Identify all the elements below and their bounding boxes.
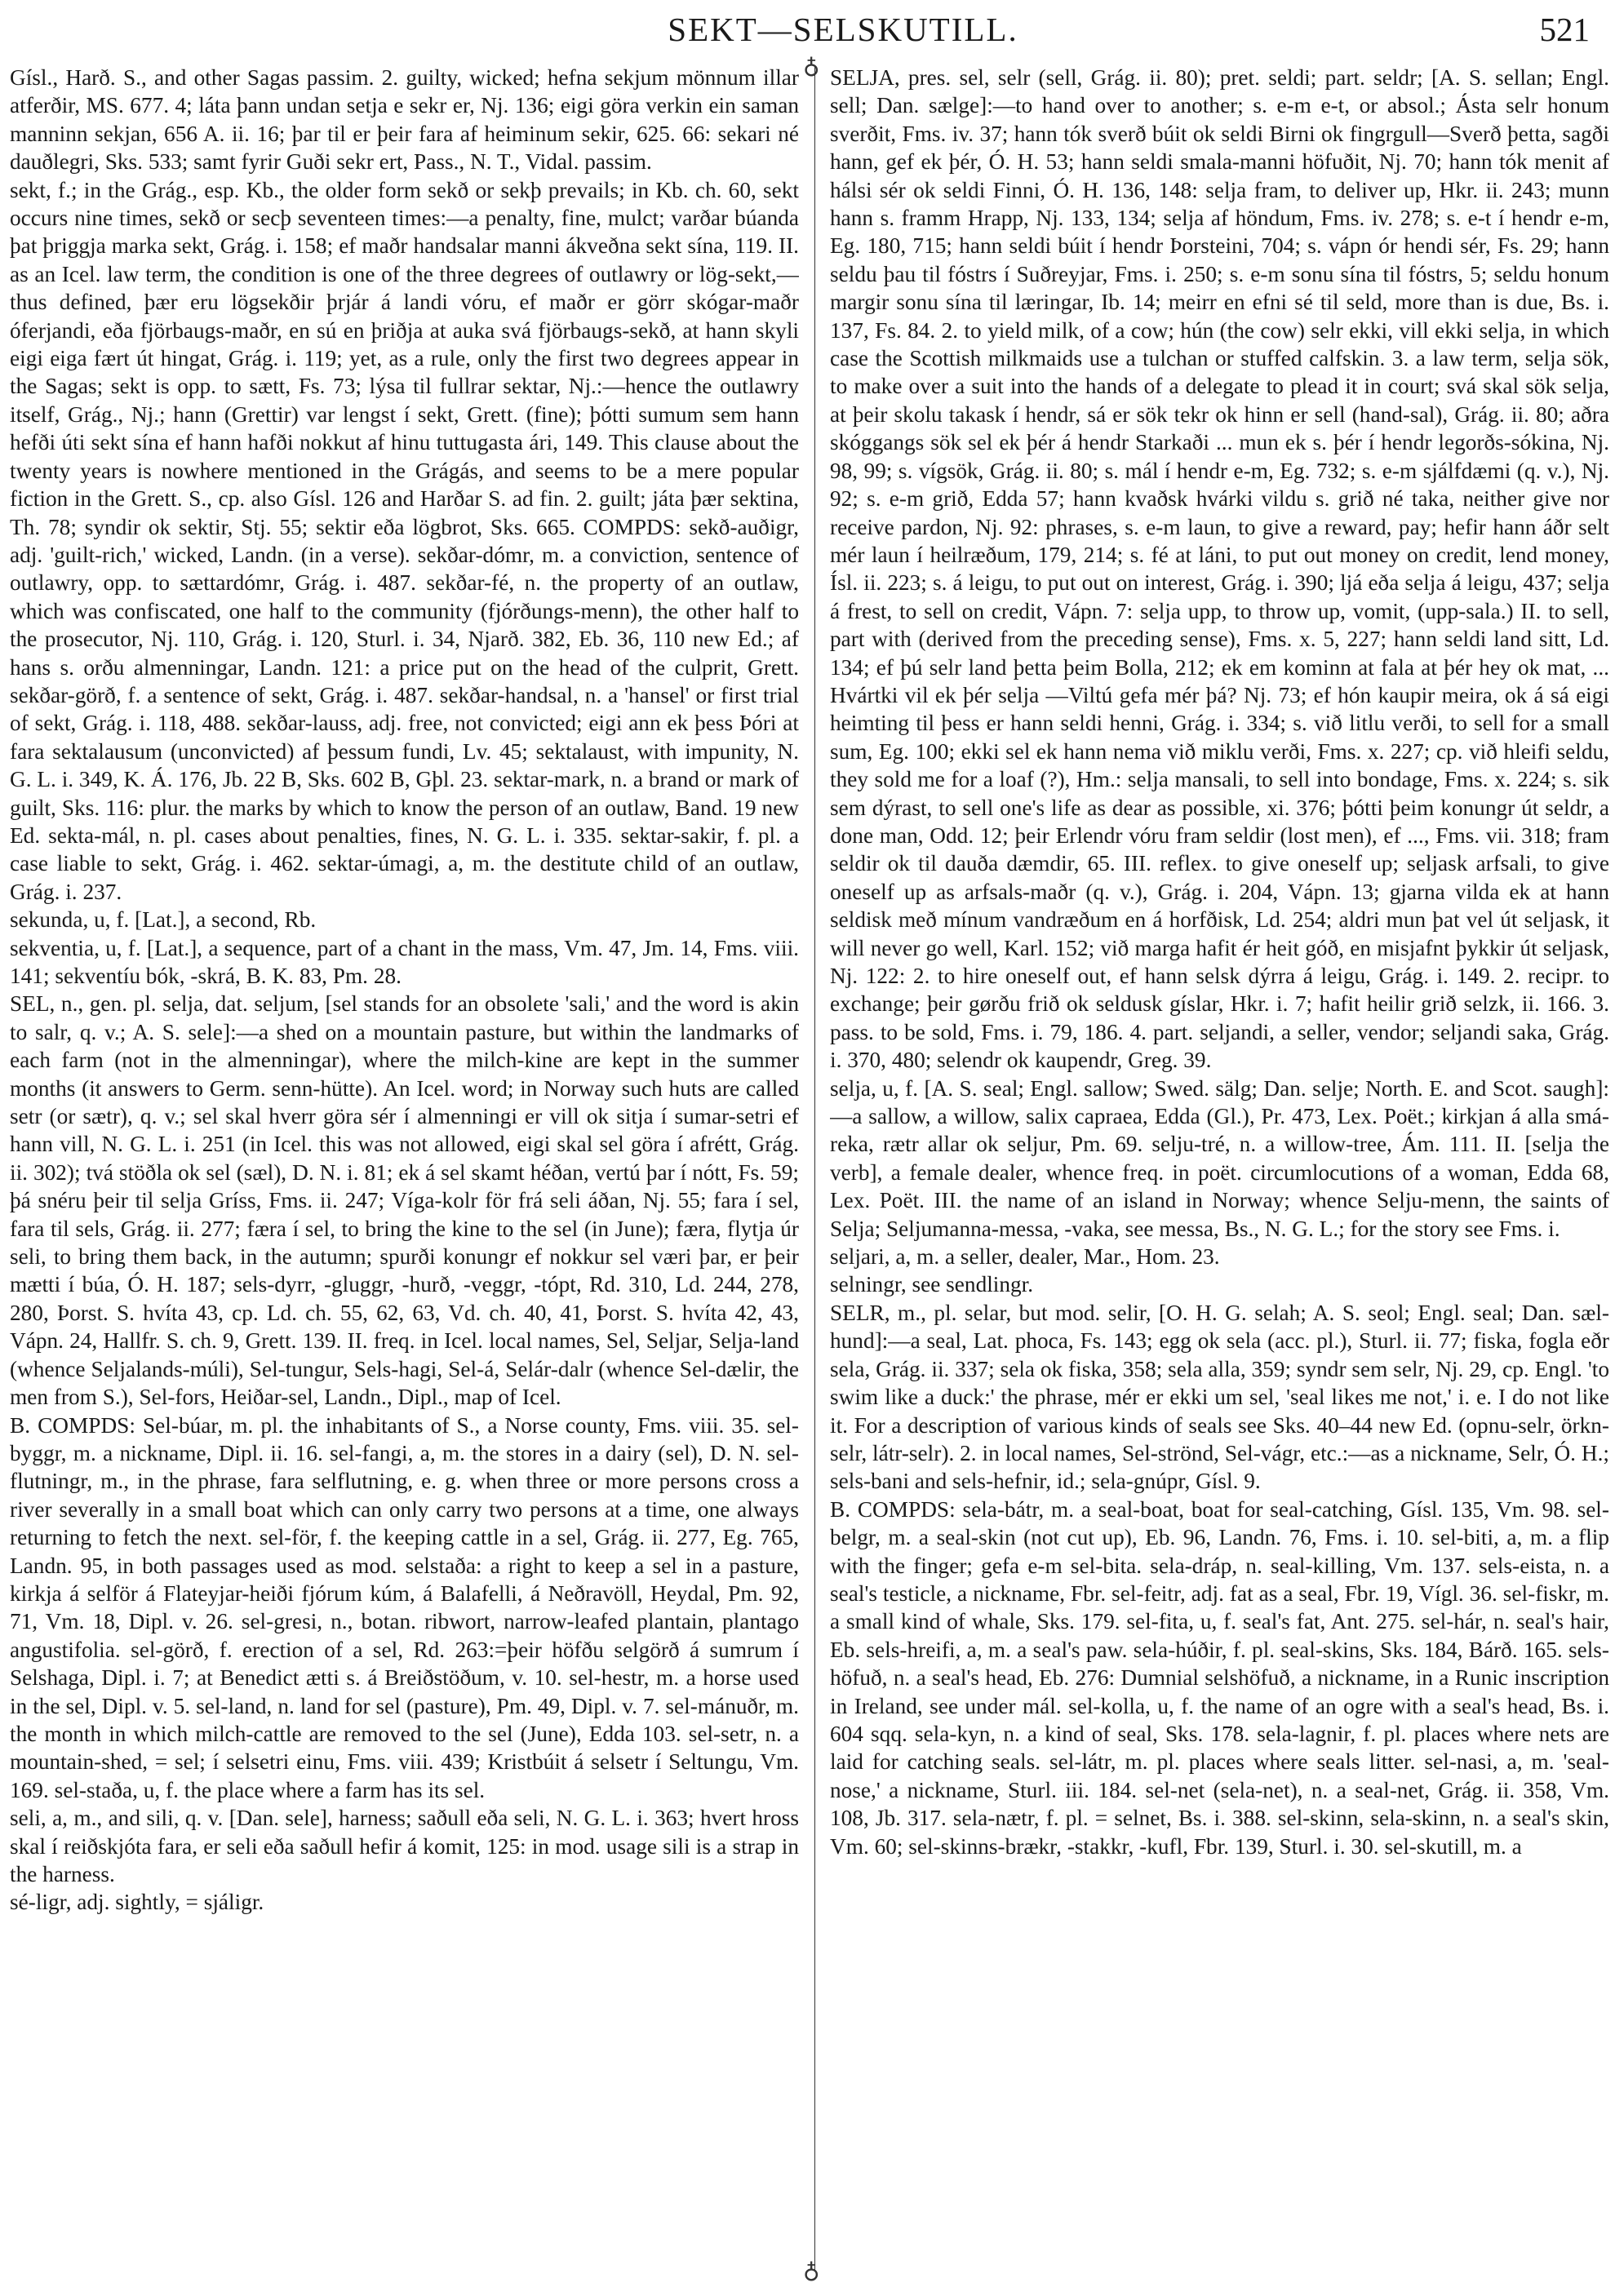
right-column <box>830 64 1609 2280</box>
dictionary-entry: sekunda, u, f. [Lat.], a second, Rb. <box>10 907 317 933</box>
column-divider <box>814 67 815 2270</box>
column-ornament-bottom: ♁ <box>803 2258 820 2284</box>
dictionary-entry: sekt, f.; in the Grág., esp. Kb., the older form sekð or sekþ prevails; in Kb. ch. 60, sekt occurs nine times, sekð or secþ seventeen times:—a penalty, fine, mulct; varðar búanda þat þriggja marka sekt, Grág. i. 158; ef maðr handsalar manni ákveðna sekt sína, 119. II. as an Icel. law term, the condition is one of the three degrees of outlawry or lög-sekt,—thus defined, þær eru lögsekðir þrjár á landi vóru, ef maðr er görr skógar-maðr óferjandi, eða fjörbaugs-maðr, en sú en þriðja at auka svá fjörbaugs-sekð, at hann skyli eigi eiga fært út hingat, Grág. i. 119; yet, as a rule, only the first two degrees appear in the Sagas; sekt is opp. to sætt, Fs. 73; lýsa til fullrar sektar, Nj.:—hence the outlawry itself, Grág., Nj.; hann (Grettir) var lengst í sekt, Grett. (fine); þótti sumum sem hann hefði úti sekt sína ef hann hafði nokkut af hinu tuttugasta ári, 149. This clause about the twenty years is nowhere mentioned in the Grágás, and seems to be a mere popular fiction in the Grett. S., cp. also Gísl. 126 and Harðar S. ad fin. 2. guilt; játa þær sektina, Th. 78; syndir ok sektir, Stj. 55; sektir eða lögbrot, Sks. 665. COMPDS: sekð-auðigr, adj. 'guilt-rich,' wicked, Landn. (in a verse). sekðar-dómr, m. a conviction, sentence of outlawry, opp. to sættardómr, Grág. i. 487. sekðar-fé, n. the property of an outlaw, which was confiscated, one half to the community (fjórðungs-menn), the other half to the prosecutor, Nj. 110, Grág. i. 120, Sturl. i. 34, Njarð. 382, Eb. 36, 110 new Ed.; af hans s. orðu almenningar, Landn. 121: a price put on the head of the culprit, Grett. sekðar-görð, f. a sentence of sekt, Grág. i. 487. sekðar-handsal, n. a 'hansel' or first trial of sekt, Grág. i. 118, 488. sekðar-lauss, adj. free, not convicted; eigi ann ek þess Þóri at fara sektalausum (unconvicted) af þessum fundi, Lv. 45; sektalaust, with impunity, N. G. L. i. 349, K. Á. 176, Jb. 22 B, Sks. 602 B, Gþl. 23. sektar-mark, n. a brand or mark of guilt, Sks. 116: plur. the marks by which to know the person of an outlaw, Band. 19 new Ed. sekta-mál, n. pl. cases about penalties, fines, N. G. L. i. 335. sektar-sakir, f. pl. a case liable to sekt, Grág. i. 462. sektar-úmagi, a, m. the destitute child of an outlaw, Grág. i. 237. <box>10 177 799 904</box>
dictionary-entry: selningr, see sendlingr. <box>830 1272 1034 1297</box>
page-header <box>80 7 1606 55</box>
dictionary-entry: seljari, a, m. a seller, dealer, Mar., Hom. 23. <box>830 1244 1220 1270</box>
dictionary-entry: sekventia, u, f. [Lat.], a sequence, part of a chant in the mass, Vm. 47, Jm. 14, Fms. viii. 141; sekventíu bók, -skrá, B. K. 83, Pm. 28. <box>10 935 799 988</box>
dictionary-entry: SEL, n., gen. pl. selja, dat. seljum, [sel stands for an obsolete 'sali,' and the word is akin to salr, q. v.; A. S. sele]:—a shed on a mountain pasture, but within the landmarks of each farm (not in the almenningar), where the milch-kine are kept in the summer months (it answers to Germ. senn-hütte). An Icel. word; in Norway such huts are called setr (or sætr), q. v.; sel skal hverr göra sér í almenningi er vill ok sitja í sumar-setri ef hann vill, N. G. L. i. 251 (in Icel. this was not allowed, eigi skal sel göra í afrétt, Grág. ii. 302); tvá stöðla ok sel (sæl), D. N. i. 81; ek á sel skamt héðan, vertú þar í nótt, Fs. 59; þá snéru þeir til selja Gríss, Fms. ii. 247; Víga-kolr för frá seli áðan, Nj. 55; fara í sel, fara til sels, Grág. ii. 277; færa í sel, to bring the kine to the sel (in June); færa, flytja úr seli, to bring them back, in the autumn; spurði konungr ef nokkur sel væri þar, er þeir mætti í búa, Ó. H. 187; sels-dyrr, -gluggr, -hurð, -veggr, -tópt, Rd. 310, Ld. 244, 278, 280, Þorst. S. hvíta 43, cp. Ld. ch. 55, 62, 63, Vd. ch. 40, 41, Þorst. S. hvíta 42, 43, Vápn. 24, Hallfr. S. ch. 9, Grett. 139. II. freq. in Icel. local names, Sel, Seljar, Selja-land (whence Seljalands-múli), Sel-tungur, Sels-hagi, Sel-á, Selár-dalr (whence Sel-dælir, the men from S.), Sel-fors, Heiðar-sel, Landn., Dipl., map of Icel. <box>10 991 799 1410</box>
dictionary-entry: B. COMPDS: sela-bátr, m. a seal-boat, boat for seal-catching, Gísl. 135, Vm. 98. sel-belgr, m. a seal-skin (not cut up), Eb. 96, Landn. 76, Fms. i. 10. sel-biti, a, m. a flip with the finger; gefa e-m sel-bita. sela-dráp, n. seal-killing, Vm. 137. sels-eista, n. a seal's testicle, a nickname, Fbr. sel-feitr, adj. fat as a seal, Fbr. 19, Vígl. 36. sel-fiskr, m. a small kind of whale, Sks. 179. sel-fita, u, f. seal's fat, Ant. 275. sel-hár, n. seal's hair, Eb. sels-hreifi, a, m. a seal's paw. sela-húðir, f. pl. seal-skins, Sks. 184, Bárð. 165. sels-höfuð, n. a seal's head, Eb. 276: Dumnial selshöfuð, a nickname, in a Runic inscription in Ireland, see under mál. sel-kolla, u, f. the name of an ogre with a seal's head, Bs. i. 604 sqq. sela-kyn, n. a kind of seal, Sks. 178. sela-lagnir, f. pl. places where nets are laid for catching seals. sel-látr, m. pl. places where seals litter. sel-nasi, a, m. 'seal-nose,' a nickname, Sturl. iii. 184. sel-net (sela-net), n. a seal-net, Grág. ii. 358, Vm. 108, Jb. 317. sela-nætr, f. pl. = selnet, Bs. i. 388. sel-skinn, sela-skinn, n. a seal's skin, Vm. 60; sel-skinns-brækr, -stakkr, -kufl, Fbr. 139, Sturl. i. 30. sel-skutill, m. a <box>830 1496 1609 1859</box>
dictionary-entry: SELJA, pres. sel, selr (sell, Grág. ii. 80); pret. seldi; part. seldr; [A. S. sellan; Engl. sell; Dan. sælge]:—to hand over to another; s. e-m e-t, or absol.; Ásta selr honum sverðit, Fms. iv. 37; hann tók sverð búit ok seldi Birni ok fingrgull—Sverð þetta, sagði hann, gef ek þér, Ó. H. 53; hann seldi smala-manni höfuðit, Nj. 70; hann tók menit af hálsi sér ok seldi Finni, Ó. H. 136, 148: selja fram, to deliver up, Hkr. ii. 243; munn hann s. framm Hrapp, Nj. 133, 134; selja af höndum, Fms. iv. 278; s. e-t í hendr e-m, Eg. 180, 715; hann seldi búit í hendr Þorsteini, 704; s. vápn ór hendi sér, Fs. 29; hann seldu þau til fóstrs í Suðreyjar, Fms. i. 250; s. e-m sonu sína til fóstrs, 5; seldu honum margir sonu sína til læringar, Ib. 14; meirr en efni sé til seld, more than is due, Bs. i. 137, Fs. 84. 2. to yield milk, of a cow; hún (the cow) selr ekki, vill ekki selja, in which case the Scottish milkmaids use a tulchan or stuffed calfskin. 3. a law term, selja sök, to make over a suit into the hands of a delegate to plead it in court; svá skal sök selja, at þeir skolu takask í hendr, sá er sök tekr ok hinn er sell (hand-sal), Grág. ii. 80; aðra skóggangs sök sel ek þér á hendr Starkaði ... mun ek s. þér í hendr legorðs-sókina, Nj. 98, 99; s. vígsök, Grág. ii. 80; s. mál í hendr e-m, Eg. 732; s. e-m sjálfdæmi (q. v.), Nj. 92; s. e-m grið, Edda 57; hann kvaðsk hvárki vildu s. grið né taka, neither give nor receive pardon, Nj. 92: phrases, s. e-m laun, to give a reward, pay; hefir hann áðr selt mér laun í heilræðum, 179, 214; s. fé at láni, to put out money on credit, lend money, Ísl. ii. 223; s. á leigu, to put out on interest, Grág. i. 390; ljá eða selja á leigu, 437; selja á frest, to sell on credit, Vápn. 7: selja upp, to throw up, vomit, (upp-sala.) II. to sell, part with (derived from the preceding sense), Fms. x. 5, 227; hann seldi land sitt, Ld. 134; ef þú selr land þetta þeim Bolla, 212; ek em kominn at fala at þér hey ok mat, ... Hvártki vil ek þér selja —Viltú gefa mér þá? Nj. 73; ef hón kaupir meira, ok á sá eigi heimting til þess er hann seldi henni, Grág. i. 334; s. við litlu verði, to sell for a small sum, Eg. 100; ekki sel ek hann nema við miklu verði, Fms. x. 227; cp. við hleifi seldu, they sold me for a loaf (?), Hm.: selja mansali, to sell into bondage, Fms. x. 224; s. sik sem dýrast, to sell one's life as dear as possible, xi. 376; þótti þeim konungr út seldr, a done man, Odd. 12; þeir Erlendr vóru fram seldir (lost men), ef ..., Fms. vii. 318; fram seldir ok til dauða dæmdir, 65. III. reflex. to give oneself up; seljask arfsali, to give oneself up as arfsals-maðr (q. v.), Grág. i. 204, Vápn. 13; gjarna vilda ek at hann seldisk með mínum vandræðum en á horfðisk, Ld. 254; aldri mun þat vel út seljask, it will never go well, Karl. 152; við marga hafit ér heit góð, en misjafnt þykkir út seljask, Nj. 122: 2. to hire oneself out, ef hann selsk dýrra á leigu, Grág. i. 149. 2. recipr. to exchange; þeir gørðu frið ok seldusk gíslar, Hkr. i. 7; hafit heilir grið selzk, ii. 166. 3. pass. to be sold, Fms. i. 79, 186. 4. part. seljandi, a seller, vendor; seljandi saka, Grág. i. 370, 480; selendr ok kaupendr, Greg. 39. <box>830 65 1609 1073</box>
column-ornament-top: ♁ <box>803 54 820 79</box>
dictionary-entry: Gísl., Harð. S., and other Sagas passim. 2. guilty, wicked; hefna sekjum mönnum illar atferðir, MS. 677. 4; láta þann undan setja e sekr er, Nj. 136; eigi göra verkin ein saman manninn sekjan, 656 A. ii. 16; þar til er þeir fara af heiminum sekir, 625. 66: sekari né dauðlegri, Sks. 533; samt fyrir Guði sekr ert, Pass., N. T., Vidal. passim. <box>10 65 799 175</box>
dictionary-entry: sé-ligr, adj. sightly, = sjáligr. <box>10 1890 264 1915</box>
dictionary-entry: B. COMPDS: Sel-búar, m. pl. the inhabitants of S., a Norse county, Fms. viii. 35. sel-byggr, m. a nickname, Dipl. ii. 16. sel-fangi, a, m. the stores in a dairy (sel), D. N. sel-flutningr, m., in the phrase, fara selflutning, e. g. when three or more persons cross a river severally in a small boat which can only carry two persons at a time, one always returning to fetch the next. sel-för, f. the keeping cattle in a sel, Grág. ii. 277, Eg. 765, Landn. 95, in both passages used as mod. selstaða: a right to keep a sel in a pasture, kirkja á selför á Flateyjar-heiði fjórum kúm, á Balafelli, á Neðravöll, Heydal, Pm. 92, 71, Vm. 18, Dipl. v. 26. sel-gresi, n., botan. ribwort, narrow-leafed plantain, plantago angustifolia. sel-görð, f. erection of a sel, Rd. 263:=þeir höfðu selgörð á sumrum í Selshaga, Dipl. i. 7; at Benedict ætti s. á Breiðstöðum, v. 10. sel-hestr, m. a horse used in the sel, Dipl. v. 5. sel-land, n. land for sel (pasture), Pm. 49, Dipl. v. 7. sel-mánuðr, m. the month in which milch-cattle are removed to the sel (June), Edda 103. sel-setr, n. a mountain-shed, = sel; í selsetri einu, Fms. viii. 439; Kristbúit á selsetr í Seltungu, Vm. 169. sel-staða, u, f. the place where a farm has its sel. <box>10 1412 799 1802</box>
dictionary-entry: selja, u, f. [A. S. seal; Engl. sallow; Swed. sälg; Dan. selje; North. E. and Scot. saugh]:—a sallow, a willow, salix capraea, Edda (Gl.), Pr. 473, Lex. Poët.; kirkjan á alla smá-reka, rætr allar ok seljur, Pm. 69. selju-tré, n. a willow-tree, Ám. 111. II. [selja the verb], a female dealer, whence freq. in poët. circumlocutions of a woman, Edda 68, Lex. Poët. III. the name of an island in Norway; whence Selju-menn, the saints of Selja; Seljumanna-messa, -vaka, see messa, Bs., N. G. L.; for the story see Fms. i. <box>830 1075 1609 1241</box>
running-head: SEKT—SELSKUTILL. <box>668 11 1018 48</box>
dictionary-entry: seli, a, m., and sili, q. v. [Dan. sele], harness; saðull eða seli, N. G. L. i. 363; hvert hross skal í reiðskjóta fara, er seli eða saðull hefir á komit, 125: in mod. usage sili is a strap in the harness. <box>10 1806 799 1886</box>
left-column <box>10 64 799 2280</box>
page-number: 521 <box>1539 11 1590 48</box>
dictionary-entry: SELR, m., pl. selar, but mod. selir, [O. H. G. selah; A. S. seol; Engl. seal; Dan. sæl-hund]:—a seal, Lat. phoca, Fs. 143; egg ok sela (acc. pl.), Sturl. ii. 77; fiska, fogla eðr sela, Grág. ii. 337; sela ok fiska, 358; sela alla, 359; syndr sem selr, Nj. 29, cp. Engl. 'to swim like a duck:' the phrase, mér er ekki um sel, 'seal likes me not,' i. e. I do not like it. For a description of various kinds of seals see Sks. 40–44 new Ed. (opnu-selr, örkn-selr, látr-selr). 2. in local names, Sel-strönd, Sel-vágr, etc.:—as a nickname, Selr, Ó. H.; sels-bani and sels-hefnir, id.; sela-gnúpr, Gísl. 9. <box>830 1300 1609 1494</box>
